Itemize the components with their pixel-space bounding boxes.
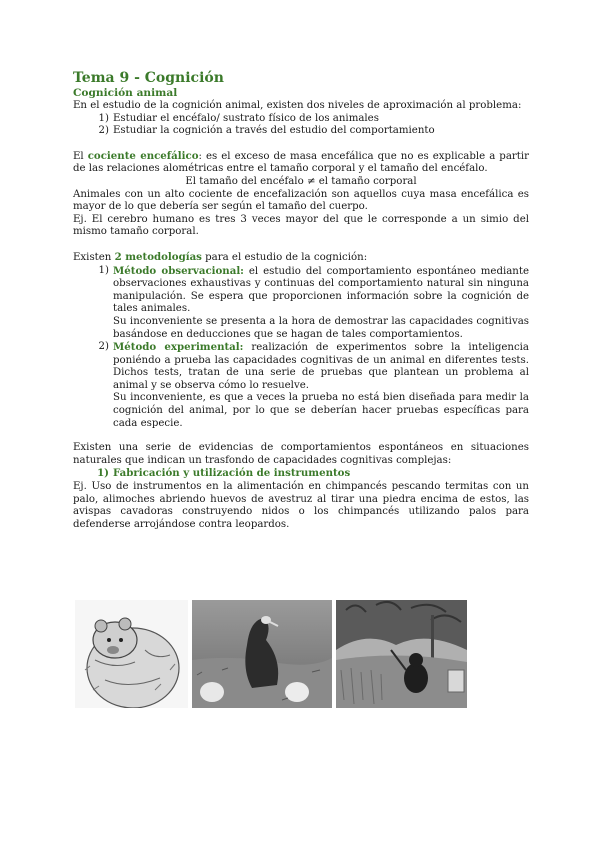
method-extra: Su inconveniente se presenta a la hora de demostrar las capacidades cognitivas basándose en deducciones que se hagan de tales comportamientos. [113, 315, 529, 340]
methods-term: 2 metodologías [114, 250, 202, 263]
list-item [89, 467, 529, 481]
document-page [73, 70, 529, 531]
chimpanzee-stick-photo [336, 600, 467, 708]
list-number: 1) [98, 264, 109, 276]
intro-paragraph: En el estudio de la cognición animal, existen dos niveles de aproximación al problema: [73, 100, 522, 111]
method-term: Método experimental: [113, 341, 244, 354]
bear-sketch [75, 600, 188, 708]
method-text: realización de experimentos sobre la inteligencia poniéndo a prueba las capacidades cognitivas de un animal en diferentes tests. Dichos tests, tratan de una serie de pruebas que plantean un problema al animal y se observa cómo lo resuelve. [113, 342, 529, 391]
list-number: 1) [98, 112, 109, 124]
image-strip [75, 600, 526, 708]
methods-prefix: Existen [73, 251, 115, 263]
list-item [89, 125, 529, 138]
ce-text: : es el exceso de masa encefálica que no es explicable a partir de las relaciones alométricas entre el tamaño corporal y el tamaño del encéfalo. [73, 150, 529, 175]
page-title: Tema 9 - Cognición [73, 70, 224, 86]
vulture-eggs-photo [192, 600, 332, 708]
levels-list [89, 113, 529, 138]
method-extra: Su inconveniente, es que a veces la prueba no está bien diseñada para medir la cognición del animal, por lo que se deberían hacer pruebas específicas para cada especie. [113, 392, 529, 429]
list-item [89, 265, 529, 342]
ce-paragraph [73, 150, 529, 176]
list-item [89, 113, 529, 126]
list-number: 1) [97, 467, 109, 480]
list-number: 2) [98, 341, 109, 353]
evidence-list [89, 467, 529, 481]
section-subtitle: Cognición animal [73, 87, 178, 99]
method-text: el estudio del comportamiento espontáneo mediante observaciones exhaustivas y continuas del comportamiento natural sin ninguna manipulación. Se espera que proporcionen información sobre la cognición de tales animales. [113, 265, 529, 315]
ce-prefix: El [73, 150, 88, 162]
list-number: 2) [98, 125, 109, 137]
evidence-heading: Fabricación y utilización de instrumentos [113, 467, 351, 480]
methods-suffix: para el estudio de la cognición: [201, 251, 368, 263]
ce-formula: El tamaño del encéfalo ≠ el tamaño corporal [185, 175, 417, 187]
evidence-example: Ej. Uso de instrumentos en la alimentación en chimpancés pescando termitas con un palo, alimoches abriendo huevos de avestruz al tirar una piedra encima de estos, las avispas cavadoras construyendo nidos o los chimpancés utilizando palos para defenderse arrojándose contra leopardos. [73, 481, 529, 530]
ce-paragraph-2: Animales con un alto cociente de encefalización son aquellos cuya masa encefálica es mayor de lo que debería ser según el tamaño del cuerpo. [73, 188, 529, 213]
methods-intro [73, 251, 529, 265]
list-text: Estudiar la cognición a través del estudio del comportamiento [113, 125, 435, 137]
evidence-intro: Existen una serie de evidencias de comportamientos espontáneos en situaciones naturales que indican un trasfondo de capacidades cognitivas complejas: [73, 442, 529, 466]
list-item [89, 341, 529, 430]
method-term: Método observacional: [113, 264, 244, 277]
ce-example: Ej. El cerebro humano es tres 3 veces mayor del que le corresponde a un simio del mismo tamaño corporal. [73, 213, 529, 238]
list-text: Estudiar el encéfalo/ sustrato físico de los animales [113, 112, 379, 124]
ce-term: cociente encefálico [87, 149, 199, 162]
methods-list [89, 265, 529, 431]
